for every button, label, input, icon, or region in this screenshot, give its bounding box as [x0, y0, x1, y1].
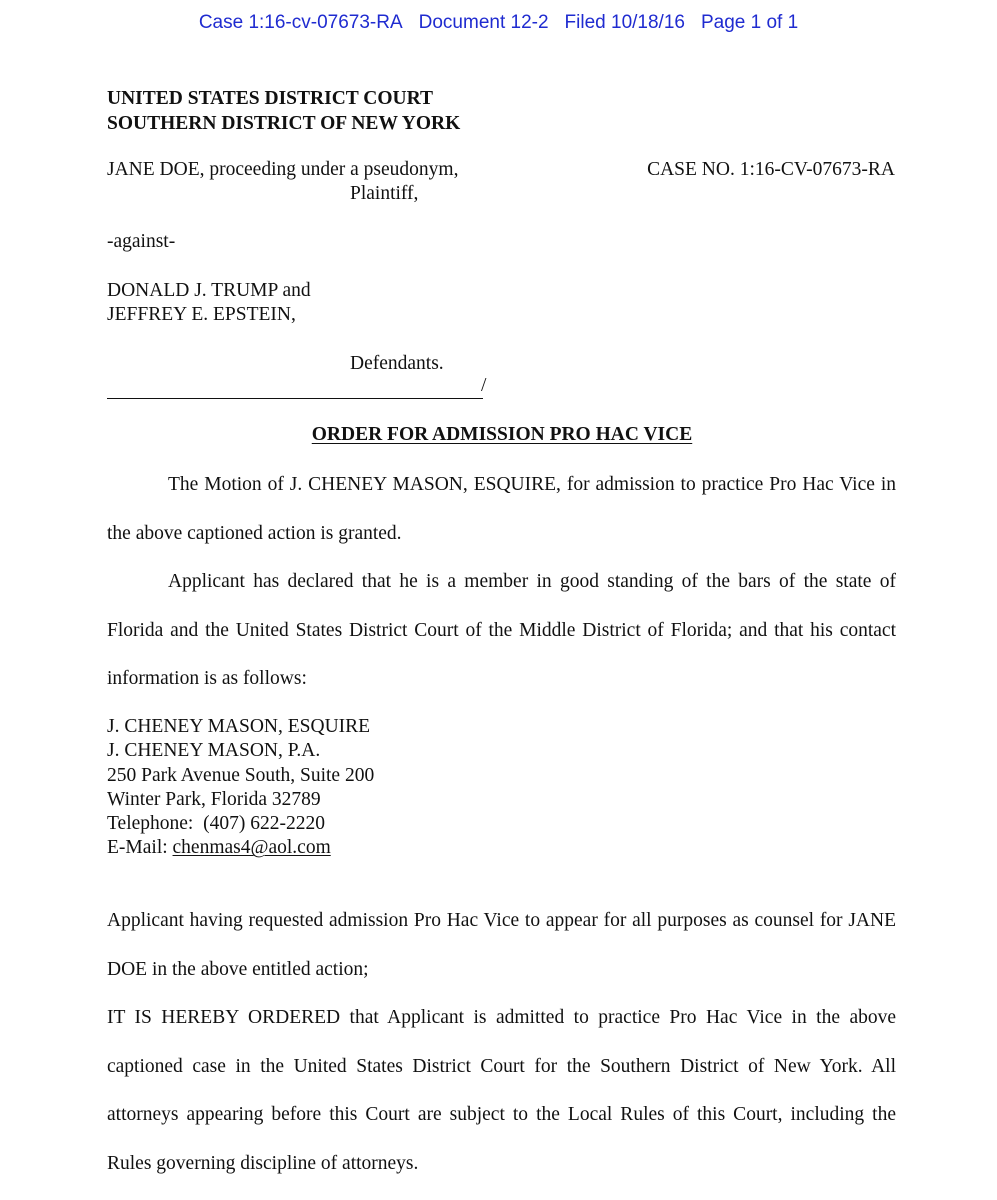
contact-email-row — [107, 836, 374, 860]
defendant-role: Defendants. — [350, 353, 444, 374]
case-number: CASE NO. 1:16-CV-07673-RA — [647, 159, 895, 180]
plaintiff-name: JANE DOE, proceeding under a pseudonym, — [107, 159, 459, 180]
contact-address-line2: Winter Park, Florida 32789 — [107, 788, 321, 810]
court-name-line1: UNITED STATES DISTRICT COURT — [107, 88, 434, 109]
caption-divider-slash: / — [481, 375, 487, 396]
filing-header — [0, 12, 997, 34]
contact-block — [107, 715, 374, 861]
plaintiff-role: Plaintiff, — [350, 183, 419, 204]
email-label: E-Mail: — [107, 837, 168, 859]
contact-telephone-row — [107, 812, 374, 836]
declaration-paragraph: Applicant has declared that he is a member in good standing of the bars of the state of Florida and the United States District Court of the Middle District of Florida; and that his contact information is as follows: — [107, 571, 896, 689]
request-paragraph: Applicant having requested admission Pro Hac Vice to appear for all purposes as counsel for JANE DOE in the above entitled action; — [107, 910, 896, 980]
contact-address-line1: 250 Park Avenue South, Suite 200 — [107, 764, 375, 786]
defendant-1: DONALD J. TRUMP and — [107, 280, 311, 301]
filing-case-number: Case 1:16-cv-07673-RA — [198, 12, 403, 33]
telephone-number: (407) 622-2220 — [203, 813, 325, 835]
contact-firm: J. CHENEY MASON, P.A. — [107, 740, 321, 762]
motion-paragraph: The Motion of J. CHENEY MASON, ESQUIRE, for admission to practice Pro Hac Vice in the above captioned action is granted. — [107, 474, 896, 544]
order-title: ORDER FOR ADMISSION PRO HAC VICE — [311, 424, 693, 445]
court-name-line2: SOUTHERN DISTRICT OF NEW YORK — [107, 113, 461, 134]
court-heading — [107, 86, 460, 136]
telephone-label: Telephone: — [107, 813, 194, 835]
filing-page-number: Page 1 of 1 — [700, 12, 799, 33]
filing-document-number: Document 12-2 — [418, 12, 549, 33]
order-paragraph: IT IS HEREBY ORDERED that Applicant is admitted to practice Pro Hac Vice in the above captioned case in the United States District Court for the Southern District of New York. All attorneys appearing before this Court are subject to the Local Rules of this Court, including the Rules governing discipline of attorneys. — [107, 1007, 896, 1174]
contact-name: J. CHENEY MASON, ESQUIRE — [107, 716, 371, 737]
caption-divider-line — [107, 376, 483, 399]
email-link[interactable]: chenmas4@aol.com — [172, 837, 331, 859]
defendants-block — [107, 279, 311, 327]
filing-date: Filed 10/18/16 — [564, 12, 685, 33]
defendant-2: JEFFREY E. EPSTEIN, — [107, 304, 296, 325]
against-label: -against- — [107, 231, 176, 252]
